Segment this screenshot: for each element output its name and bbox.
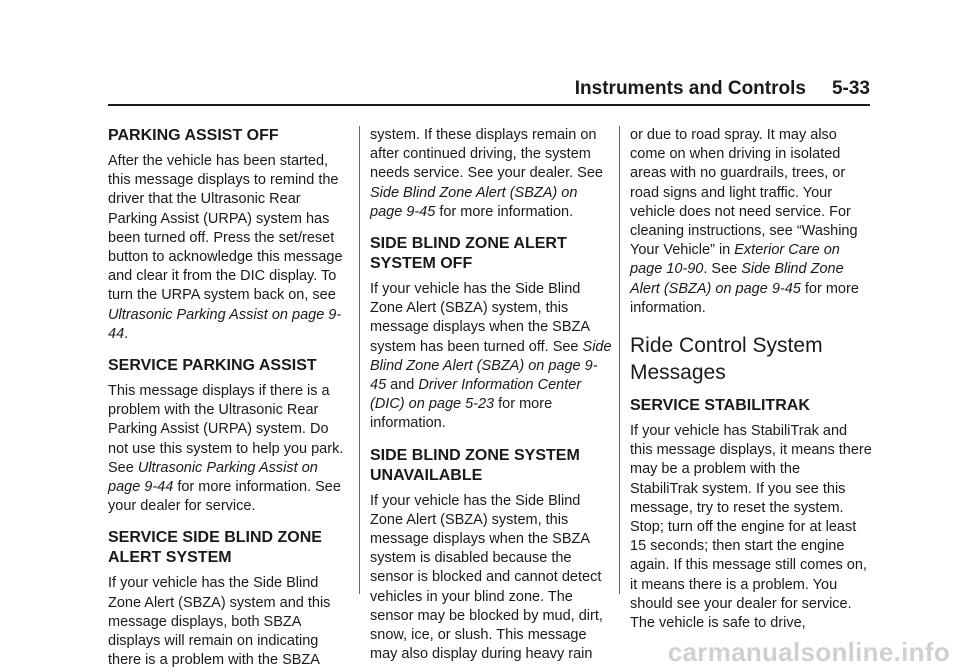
- paragraph: system. If these displays remain on after continued driving, the system needs service. See your dealer. See Side Blind Zone Alert (SBZA) on page 9-45 for more information.: [370, 127, 603, 220]
- section-title: Instruments and Controls: [574, 78, 806, 99]
- heading-sbza-unavailable: SIDE BLIND ZONE SYSTEM UNAVAILABLE: [370, 446, 580, 484]
- paragraph: This message displays if there is a problem with the Ultrasonic Rear Parking Assist (URPA) system. Do not use this system to help you park. See Ultrasonic Parking Assist on page 9-44 for more information. See your dealer for service.: [108, 383, 344, 515]
- column-divider: [619, 126, 620, 594]
- paragraph: If your vehicle has StabiliTrak and this message displays, it means there may be a problem with the StabiliTrak system. If you see this message, try to reset the system. Stop; turn off the engine for at least 15 seconds; then start the engine again. If this message still comes on, it means there is a problem. You should see your dealer for service. The vehicle is safe to drive,: [630, 423, 872, 632]
- heading-service-stabilitrak: SERVICE STABILITRAK: [630, 397, 810, 415]
- column-divider: [359, 126, 360, 594]
- paragraph: or due to road spray. It may also come on when driving in isolated areas with no guardrails, trees, or road signs and light traffic. Your vehicle does not need service. For cleaning instructions, see “Washing Your Vehicle” in Exterior Care on page 10-90. See Side Blind Zone Alert (SBZA) on page 9-45 for more information.: [630, 127, 859, 316]
- heading-service-side-blind-zone: SERVICE SIDE BLIND ZONE ALERT SYSTEM: [108, 529, 322, 567]
- paragraph: If your vehicle has the Side Blind Zone Alert (SBZA) system, this message displays when the SBZA system has been turned off. See Side Blind Zone Alert (SBZA) on page 9-45 and Driver Information Center (DIC) on page 5-23 for more information.: [370, 281, 612, 432]
- cross-reference: Ultrasonic Parking Assist on page 9-44: [108, 306, 342, 342]
- paragraph: If your vehicle has the Side Blind Zone Alert (SBZA) system, this message displays when the SBZA system is disabled because the sensor is blocked and cannot detect vehicles in your blind zone. The sensor may be blocked by mud, dirt, snow, ice, or slush. This message may also display during heavy rain: [370, 492, 603, 663]
- column-3: [630, 126, 872, 633]
- heading-service-parking-assist: SERVICE PARKING ASSIST: [108, 357, 317, 375]
- cross-reference: Exterior Care on page 10-90: [630, 242, 840, 278]
- header-rule: [108, 104, 870, 106]
- column-1: [108, 126, 350, 670]
- paragraph: If your vehicle has the Side Blind Zone Alert (SBZA) system and this message displays, both SBZA displays will remain on indicating there is a problem with the SBZA: [108, 575, 331, 669]
- column-2: [370, 126, 612, 664]
- heading-sbza-off: SIDE BLIND ZONE ALERT SYSTEM OFF: [370, 235, 567, 273]
- heading-parking-assist-off: PARKING ASSIST OFF: [108, 127, 279, 144]
- paragraph: After the vehicle has been started, this message displays to remind the driver that the Ultrasonic Rear Parking Assist (URPA) system has been turned off. Press the set/reset button to acknowledge this message and clear it from the DIC display. To turn the URPA system back on, see Ultrasonic Parking Assist on page 9-44.: [108, 153, 343, 342]
- watermark: carmanualsonline.info: [667, 637, 950, 667]
- cross-reference: Side Blind Zone Alert (SBZA) on page 9-45: [370, 338, 612, 394]
- cross-reference: Driver Information Center (DIC) on page 5-23: [370, 377, 582, 413]
- page-number: 5-33: [831, 78, 870, 99]
- page-header: [108, 77, 870, 101]
- heading-ride-control-messages: Ride Control System Messages: [630, 334, 823, 385]
- cross-reference: Side Blind Zone Alert (SBZA) on page 9-45: [370, 184, 578, 220]
- cross-reference: Ultrasonic Parking Assist on page 9-44: [108, 459, 318, 496]
- cross-reference: Side Blind Zone Alert (SBZA) on page 9-45: [630, 261, 844, 297]
